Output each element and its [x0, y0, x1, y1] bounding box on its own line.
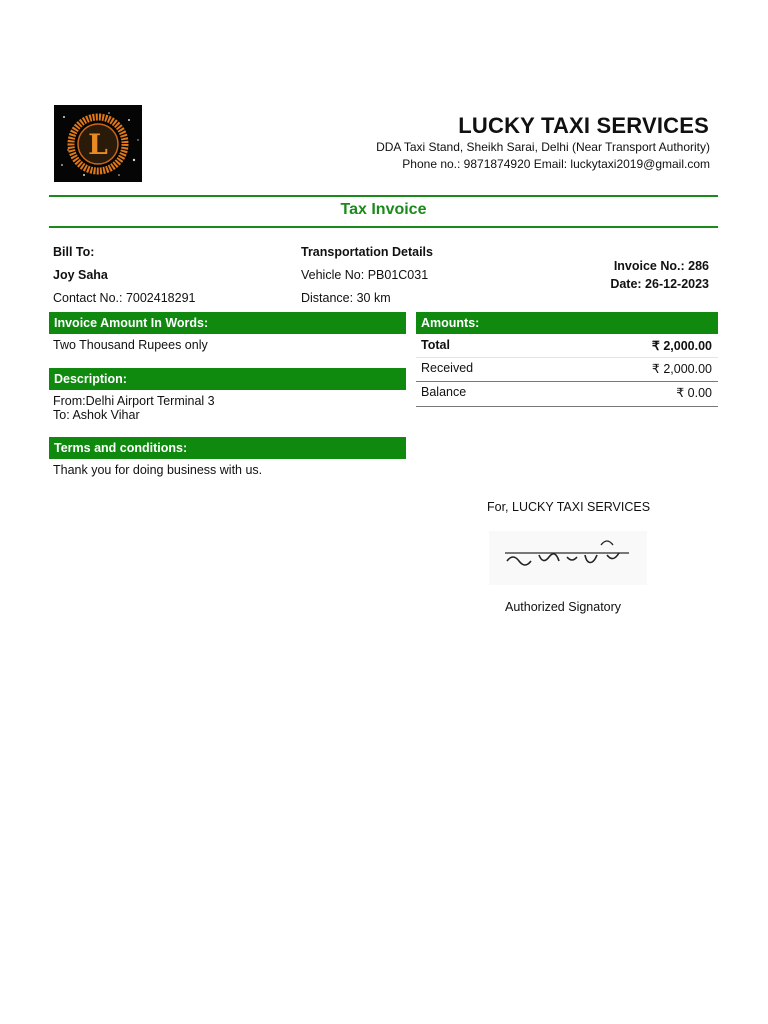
amount-in-words-heading: Invoice Amount In Words: — [49, 312, 406, 334]
amount-in-words: Two Thousand Rupees only — [53, 338, 208, 352]
document-title: Tax Invoice — [340, 201, 427, 218]
company-name: LUCKY TAXI SERVICES — [458, 113, 709, 138]
amount-label: Total — [421, 338, 450, 352]
signatory-caption: Authorized Signatory — [505, 600, 622, 614]
amount-value: ₹ 2,000.00 — [651, 362, 712, 376]
amount-label: Received — [421, 361, 474, 375]
terms-text: Thank you for doing business with us. — [53, 463, 263, 477]
title-bottom-rule — [49, 226, 718, 228]
amount-value: ₹ 0.00 — [676, 386, 712, 400]
description-to: To: Ashok Vihar — [53, 408, 140, 422]
title-top-rule — [49, 195, 718, 197]
invoice-date: Date: 26-12-2023 — [610, 277, 709, 291]
amount-row-total — [416, 334, 718, 357]
amount-label: Balance — [421, 385, 467, 399]
vehicle-number: Vehicle No: PB01C031 — [301, 268, 429, 282]
customer-name: Joy Saha — [53, 268, 108, 282]
company-logo — [54, 105, 142, 182]
amount-value: ₹ 2,000.00 — [651, 339, 712, 353]
distance: Distance: 30 km — [301, 291, 391, 305]
amount-row-received — [416, 357, 718, 380]
for-company-line: For, LUCKY TAXI SERVICES — [487, 500, 651, 514]
amounts-heading: Amounts: — [416, 312, 718, 334]
customer-contact: Contact No.: 7002418291 — [53, 291, 196, 305]
balance-bottom-rule — [416, 406, 718, 407]
logo-letter: L — [88, 128, 108, 161]
invoice-number: Invoice No.: 286 — [613, 259, 709, 273]
company-contact: Phone no.: 9871874920 Email: luckytaxi2019@gmail.com — [402, 157, 710, 171]
description-from: From:Delhi Airport Terminal 3 — [53, 394, 215, 408]
amount-row-balance — [416, 381, 718, 404]
bill-to-heading: Bill To: — [53, 245, 95, 259]
terms-heading: Terms and conditions: — [49, 437, 406, 459]
company-address: DDA Taxi Stand, Sheikh Sarai, Delhi (Near Transport Authority) — [376, 140, 710, 154]
transport-heading: Transportation Details — [301, 245, 433, 259]
description-heading: Description: — [49, 368, 406, 390]
signature-image — [489, 531, 647, 585]
